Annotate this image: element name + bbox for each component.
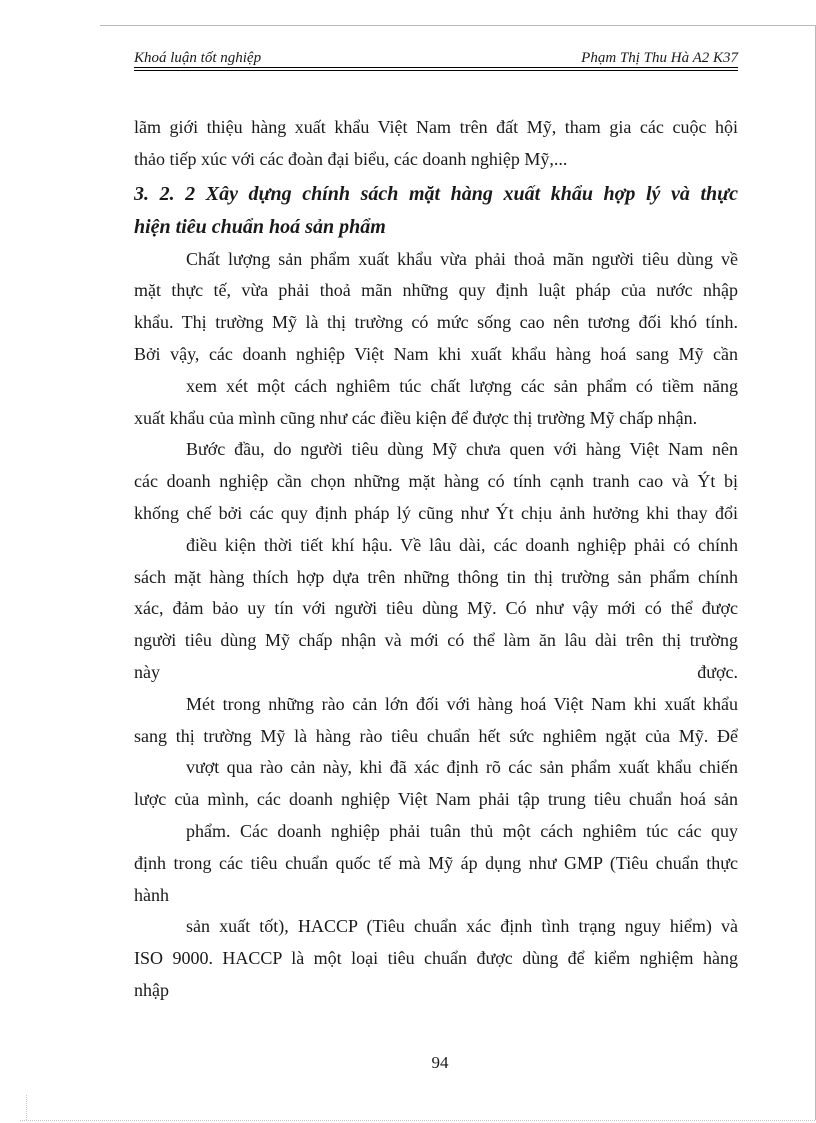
paragraph-line: vượt qua rào cản này, khi đã xác định rõ các sản phẩm xuất khẩu chiến — [186, 757, 738, 778]
section-heading-line: 3. 2. 2 Xây dựng chính sách mặt hàng xuất khẩu hợp lý và thực — [134, 182, 738, 205]
paragraph-line: thảo tiếp xúc với các đoàn đại biểu, các doanh nghiệp Mỹ,... — [134, 148, 568, 169]
running-header — [134, 48, 738, 68]
page-border-bottom — [20, 1120, 815, 1121]
header-rule — [134, 67, 738, 68]
page-number: 94 — [431, 1053, 449, 1072]
paragraph-line: khẩu. Thị trường Mỹ là thị trường có mức sống cao nên tương đối khó tính. — [134, 312, 738, 333]
paragraph-line: mặt thực tế, vừa phải thoả mãn những quy định luật pháp của nước nhập — [134, 280, 738, 301]
paragraph-line: người tiêu dùng Mỹ chấp nhận và mới có thể làm ăn lâu dài trên thị trường — [134, 630, 738, 651]
paragraph-line: sang thị trường Mỹ là hàng rào tiêu chuẩn hết sức nghiêm ngặt của Mỹ. Để — [134, 725, 738, 746]
paragraph-line: ISO 9000. HACCP là một loại tiêu chuẩn được dùng để kiểm nghiệm hàng — [134, 948, 738, 969]
paragraph-line: phẩm. Các doanh nghiệp phải tuân thủ một cách nghiêm túc các quy — [186, 820, 738, 841]
paragraph-line: định trong các tiêu chuẩn quốc tế mà Mỹ áp dụng như GMP (Tiêu chuẩn thực — [134, 852, 738, 873]
paragraph-line: này được. — [134, 661, 738, 682]
paragraph-line: lãm giới thiệu hàng xuất khẩu Việt Nam trên đất Mỹ, tham gia các cuộc hội — [134, 117, 738, 137]
header-right: Phạm Thị Thu Hà A2 K37 — [581, 50, 738, 66]
paragraph-line: Chất lượng sản phẩm xuất khẩu vừa phải thoả mãn người tiêu dùng về — [186, 248, 738, 269]
header-left: Khoá luận tốt nghiệp — [134, 50, 262, 66]
header-rule-double — [134, 70, 738, 71]
body-text — [134, 112, 738, 1007]
paragraph-line: nhập — [134, 979, 169, 1000]
paragraph-line: Mét trong những rào cản lớn đối với hàng hoá Việt Nam khi xuất khẩu — [186, 693, 738, 714]
paragraph-line: khống chế bởi các quy định pháp lý cũng như Ýt chịu ảnh hưởng khi thay đổi — [134, 502, 738, 523]
paragraph-line: hành — [134, 884, 169, 905]
paragraph-line: sản xuất tốt), HACCP (Tiêu chuẩn xác định tình trạng nguy hiểm) và — [186, 916, 738, 937]
paragraph-line: xuất khẩu của mình cũng như các điều kiện để được thị trường Mỹ chấp nhận. — [134, 407, 698, 428]
paragraph-line: điều kiện thời tiết khí hậu. Về lâu dài, các doanh nghiệp phải có chính — [186, 534, 738, 555]
paragraph-line: lược của mình, các doanh nghiệp Việt Nam phải tập trung tiêu chuẩn hoá sản — [134, 789, 738, 810]
paragraph-line: các doanh nghiệp cần chọn những mặt hàng có tính cạnh tranh cao và Ýt bị — [134, 471, 738, 492]
paragraph-line: Bước đầu, do người tiêu dùng Mỹ chưa quen với hàng Việt Nam nên — [186, 439, 738, 460]
paragraph-line: sách mặt hàng thích hợp dựa trên những thông tin thị trường sản phẩm chính — [134, 566, 738, 587]
page-border-top — [100, 25, 815, 26]
paragraph-line: Bởi vậy, các doanh nghiệp Việt Nam khi xuất khẩu hàng hoá sang Mỹ cần — [134, 343, 738, 364]
page-border-corner — [26, 1095, 27, 1120]
paragraph-line: xem xét một cách nghiêm túc chất lượng các sản phẩm có tiềm năng — [186, 375, 738, 396]
section-heading — [134, 178, 738, 244]
section-heading-line: hiện tiêu chuẩn hoá sản phẩm — [134, 215, 386, 238]
paragraph-line: xác, đảm bảo uy tín với người tiêu dùng Mỹ. Có như vậy mới có thể được — [134, 598, 738, 619]
